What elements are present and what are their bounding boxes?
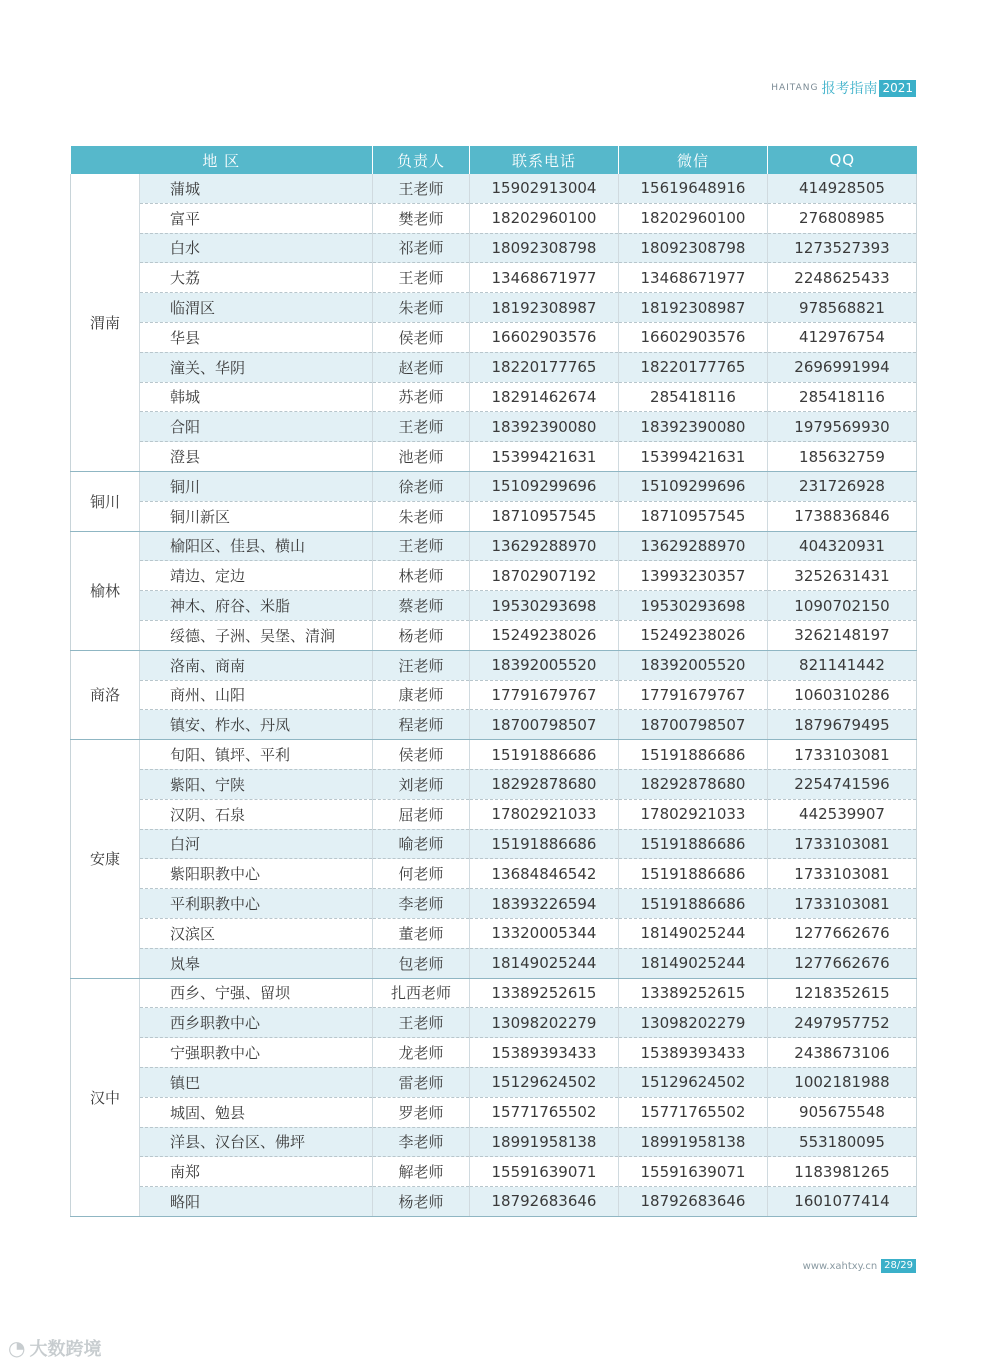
region-cell: 渭南 [71, 174, 140, 471]
table-row [71, 710, 917, 740]
phone-cell: 15129624502 [470, 1067, 619, 1097]
qq-cell: 3262148197 [768, 620, 917, 650]
qq-cell: 3252631431 [768, 561, 917, 591]
person-cell: 董老师 [373, 918, 470, 948]
person-cell: 樊老师 [373, 203, 470, 233]
area-cell: 略阳 [140, 1187, 373, 1217]
area-cell: 宁强职教中心 [140, 1038, 373, 1068]
area-cell: 南郑 [140, 1157, 373, 1187]
wechat-cell: 13389252615 [619, 978, 768, 1008]
wechat-cell: 15591639071 [619, 1157, 768, 1187]
qq-cell: 1218352615 [768, 978, 917, 1008]
region-cell: 安康 [71, 740, 140, 978]
qq-cell: 404320931 [768, 531, 917, 561]
wechat-cell: 19530293698 [619, 591, 768, 621]
phone-cell: 15389393433 [470, 1038, 619, 1068]
area-cell: 西乡职教中心 [140, 1008, 373, 1038]
wechat-cell: 13468671977 [619, 263, 768, 293]
qq-cell: 1273527393 [768, 233, 917, 263]
person-cell: 苏老师 [373, 382, 470, 412]
person-cell: 王老师 [373, 412, 470, 442]
qq-cell: 412976754 [768, 322, 917, 352]
person-cell: 王老师 [373, 263, 470, 293]
phone-cell: 18202960100 [470, 203, 619, 233]
person-cell: 康老师 [373, 680, 470, 710]
person-cell: 刘老师 [373, 769, 470, 799]
wechat-cell: 18792683646 [619, 1187, 768, 1217]
table-row [71, 322, 917, 352]
watermark-text: 大数跨境 [29, 1339, 102, 1360]
watermark [8, 1335, 101, 1361]
phone-cell: 13389252615 [470, 978, 619, 1008]
table-row [71, 1187, 917, 1217]
table-header-row [71, 146, 917, 174]
phone-cell: 18702907192 [470, 561, 619, 591]
area-cell: 靖边、定边 [140, 561, 373, 591]
phone-cell: 18292878680 [470, 769, 619, 799]
phone-cell: 13629288970 [470, 531, 619, 561]
area-cell: 榆阳区、佳县、横山 [140, 531, 373, 561]
wechat-cell: 15249238026 [619, 620, 768, 650]
wechat-cell: 13098202279 [619, 1008, 768, 1038]
watermark-logo-icon: ◔ [8, 1336, 26, 1360]
person-cell: 何老师 [373, 859, 470, 889]
table-row [71, 1008, 917, 1038]
table-row [71, 412, 917, 442]
header-brand: HAITANG [771, 83, 819, 93]
phone-cell: 18220177765 [470, 352, 619, 382]
person-cell: 杨老师 [373, 620, 470, 650]
table-row [71, 1067, 917, 1097]
area-cell: 镇安、柞水、丹凤 [140, 710, 373, 740]
table-row [71, 1097, 917, 1127]
col-header-region: 地 区 [71, 146, 373, 174]
wechat-cell: 17802921033 [619, 799, 768, 829]
phone-cell: 18710957545 [470, 501, 619, 531]
wechat-cell: 18392390080 [619, 412, 768, 442]
table-row [71, 680, 917, 710]
person-cell: 林老师 [373, 561, 470, 591]
phone-cell: 15109299696 [470, 471, 619, 501]
qq-cell: 1733103081 [768, 829, 917, 859]
wechat-cell: 18700798507 [619, 710, 768, 740]
phone-cell: 18149025244 [470, 948, 619, 978]
table-row [71, 263, 917, 293]
table-row [71, 501, 917, 531]
area-cell: 洛南、商南 [140, 650, 373, 680]
area-cell: 绥德、子洲、吴堡、清涧 [140, 620, 373, 650]
phone-cell: 15191886686 [470, 829, 619, 859]
phone-cell: 18792683646 [470, 1187, 619, 1217]
phone-cell: 17802921033 [470, 799, 619, 829]
person-cell: 杨老师 [373, 1187, 470, 1217]
phone-cell: 17791679767 [470, 680, 619, 710]
table-row [71, 442, 917, 472]
table-row [71, 829, 917, 859]
table-row [71, 352, 917, 382]
person-cell: 徐老师 [373, 471, 470, 501]
area-cell: 铜川新区 [140, 501, 373, 531]
table-row [71, 740, 917, 770]
person-cell: 罗老师 [373, 1097, 470, 1127]
region-cell: 商洛 [71, 650, 140, 739]
qq-cell: 442539907 [768, 799, 917, 829]
person-cell: 李老师 [373, 1127, 470, 1157]
table-row [71, 233, 917, 263]
qq-cell: 1277662676 [768, 948, 917, 978]
person-cell: 包老师 [373, 948, 470, 978]
qq-cell: 1738836846 [768, 501, 917, 531]
person-cell: 喻老师 [373, 829, 470, 859]
page-header [771, 78, 916, 98]
area-cell: 汉阴、石泉 [140, 799, 373, 829]
qq-cell: 1879679495 [768, 710, 917, 740]
area-cell: 潼关、华阴 [140, 352, 373, 382]
area-cell: 神木、府谷、米脂 [140, 591, 373, 621]
table-row [71, 918, 917, 948]
phone-cell: 18393226594 [470, 889, 619, 919]
area-cell: 平利职教中心 [140, 889, 373, 919]
area-cell: 旬阳、镇坪、平利 [140, 740, 373, 770]
person-cell: 朱老师 [373, 501, 470, 531]
qq-cell: 1733103081 [768, 740, 917, 770]
wechat-cell: 18202960100 [619, 203, 768, 233]
wechat-cell: 18192308987 [619, 293, 768, 323]
qq-cell: 1601077414 [768, 1187, 917, 1217]
qq-cell: 905675548 [768, 1097, 917, 1127]
area-cell: 蒲城 [140, 174, 373, 203]
qq-cell: 2438673106 [768, 1038, 917, 1068]
person-cell: 池老师 [373, 442, 470, 472]
header-year: 2021 [879, 80, 916, 97]
col-header-wechat: 微信 [619, 146, 768, 174]
qq-cell: 1090702150 [768, 591, 917, 621]
wechat-cell: 15191886686 [619, 859, 768, 889]
table-row [71, 561, 917, 591]
table-row [71, 531, 917, 561]
person-cell: 赵老师 [373, 352, 470, 382]
page-number: 28/29 [881, 1259, 916, 1273]
phone-cell: 18392390080 [470, 412, 619, 442]
wechat-cell: 15191886686 [619, 740, 768, 770]
area-cell: 岚皋 [140, 948, 373, 978]
wechat-cell: 18710957545 [619, 501, 768, 531]
phone-cell: 15399421631 [470, 442, 619, 472]
area-cell: 汉滨区 [140, 918, 373, 948]
phone-cell: 13098202279 [470, 1008, 619, 1038]
phone-cell: 13684846542 [470, 859, 619, 889]
person-cell: 王老师 [373, 1008, 470, 1038]
qq-cell: 2497957752 [768, 1008, 917, 1038]
table-row [71, 293, 917, 323]
phone-cell: 19530293698 [470, 591, 619, 621]
qq-cell: 1183981265 [768, 1157, 917, 1187]
area-cell: 华县 [140, 322, 373, 352]
person-cell: 李老师 [373, 889, 470, 919]
qq-cell: 1733103081 [768, 859, 917, 889]
person-cell: 蔡老师 [373, 591, 470, 621]
area-cell: 镇巴 [140, 1067, 373, 1097]
phone-cell: 15902913004 [470, 174, 619, 203]
person-cell: 汪老师 [373, 650, 470, 680]
table-row [71, 859, 917, 889]
qq-cell: 276808985 [768, 203, 917, 233]
qq-cell: 2248625433 [768, 263, 917, 293]
qq-cell: 1979569930 [768, 412, 917, 442]
phone-cell: 15591639071 [470, 1157, 619, 1187]
area-cell: 澄县 [140, 442, 373, 472]
wechat-cell: 17791679767 [619, 680, 768, 710]
region-cell: 榆林 [71, 531, 140, 650]
qq-cell: 553180095 [768, 1127, 917, 1157]
table-body [71, 174, 917, 1216]
wechat-cell: 18092308798 [619, 233, 768, 263]
person-cell: 祁老师 [373, 233, 470, 263]
qq-cell: 231726928 [768, 471, 917, 501]
table-row [71, 650, 917, 680]
phone-cell: 15249238026 [470, 620, 619, 650]
qq-cell: 185632759 [768, 442, 917, 472]
area-cell: 韩城 [140, 382, 373, 412]
table-row [71, 1038, 917, 1068]
area-cell: 洋县、汉台区、佛坪 [140, 1127, 373, 1157]
wechat-cell: 15619648916 [619, 174, 768, 203]
table-row [71, 769, 917, 799]
area-cell: 白水 [140, 233, 373, 263]
table-row [71, 382, 917, 412]
phone-cell: 13320005344 [470, 918, 619, 948]
footer-url: www.xahtxy.cn [802, 1260, 878, 1272]
qq-cell: 1060310286 [768, 680, 917, 710]
person-cell: 雷老师 [373, 1067, 470, 1097]
table-row [71, 620, 917, 650]
phone-cell: 18092308798 [470, 233, 619, 263]
qq-cell: 2254741596 [768, 769, 917, 799]
qq-cell: 1002181988 [768, 1067, 917, 1097]
wechat-cell: 18149025244 [619, 948, 768, 978]
phone-cell: 18192308987 [470, 293, 619, 323]
wechat-cell: 285418116 [619, 382, 768, 412]
phone-cell: 16602903576 [470, 322, 619, 352]
wechat-cell: 15389393433 [619, 1038, 768, 1068]
col-header-qq: QQ [768, 146, 917, 174]
phone-cell: 15771765502 [470, 1097, 619, 1127]
phone-cell: 18991958138 [470, 1127, 619, 1157]
phone-cell: 15191886686 [470, 740, 619, 770]
area-cell: 铜川 [140, 471, 373, 501]
table-row [71, 799, 917, 829]
page-footer [803, 1259, 916, 1273]
qq-cell: 285418116 [768, 382, 917, 412]
area-cell: 城固、勉县 [140, 1097, 373, 1127]
table-row [71, 471, 917, 501]
table-row [71, 591, 917, 621]
person-cell: 王老师 [373, 174, 470, 203]
phone-cell: 18291462674 [470, 382, 619, 412]
table-row [71, 1157, 917, 1187]
table-row [71, 948, 917, 978]
person-cell: 侯老师 [373, 322, 470, 352]
region-cell: 铜川 [71, 471, 140, 531]
wechat-cell: 15109299696 [619, 471, 768, 501]
area-cell: 合阳 [140, 412, 373, 442]
area-cell: 富平 [140, 203, 373, 233]
phone-cell: 18392005520 [470, 650, 619, 680]
table-row [71, 203, 917, 233]
area-cell: 紫阳职教中心 [140, 859, 373, 889]
phone-cell: 18700798507 [470, 710, 619, 740]
wechat-cell: 16602903576 [619, 322, 768, 352]
person-cell: 王老师 [373, 531, 470, 561]
area-cell: 大荔 [140, 263, 373, 293]
contact-table [70, 146, 917, 1217]
qq-cell: 821141442 [768, 650, 917, 680]
wechat-cell: 18149025244 [619, 918, 768, 948]
wechat-cell: 15129624502 [619, 1067, 768, 1097]
qq-cell: 2696991994 [768, 352, 917, 382]
header-title: 报考指南 [821, 81, 878, 97]
table-row [71, 889, 917, 919]
col-header-phone: 联系电话 [470, 146, 619, 174]
person-cell: 程老师 [373, 710, 470, 740]
wechat-cell: 13993230357 [619, 561, 768, 591]
person-cell: 龙老师 [373, 1038, 470, 1068]
phone-cell: 13468671977 [470, 263, 619, 293]
area-cell: 紫阳、宁陕 [140, 769, 373, 799]
col-header-person: 负责人 [373, 146, 470, 174]
wechat-cell: 13629288970 [619, 531, 768, 561]
qq-cell: 978568821 [768, 293, 917, 323]
wechat-cell: 15399421631 [619, 442, 768, 472]
table-row [71, 174, 917, 203]
qq-cell: 1277662676 [768, 918, 917, 948]
person-cell: 解老师 [373, 1157, 470, 1187]
area-cell: 白河 [140, 829, 373, 859]
table-row [71, 978, 917, 1008]
wechat-cell: 18292878680 [619, 769, 768, 799]
qq-cell: 1733103081 [768, 889, 917, 919]
person-cell: 侯老师 [373, 740, 470, 770]
person-cell: 扎西老师 [373, 978, 470, 1008]
wechat-cell: 18220177765 [619, 352, 768, 382]
area-cell: 临渭区 [140, 293, 373, 323]
area-cell: 商州、山阳 [140, 680, 373, 710]
wechat-cell: 15191886686 [619, 889, 768, 919]
wechat-cell: 15191886686 [619, 829, 768, 859]
area-cell: 西乡、宁强、留坝 [140, 978, 373, 1008]
wechat-cell: 18991958138 [619, 1127, 768, 1157]
person-cell: 朱老师 [373, 293, 470, 323]
qq-cell: 414928505 [768, 174, 917, 203]
person-cell: 屈老师 [373, 799, 470, 829]
wechat-cell: 18392005520 [619, 650, 768, 680]
wechat-cell: 15771765502 [619, 1097, 768, 1127]
region-cell: 汉中 [71, 978, 140, 1216]
table-row [71, 1127, 917, 1157]
